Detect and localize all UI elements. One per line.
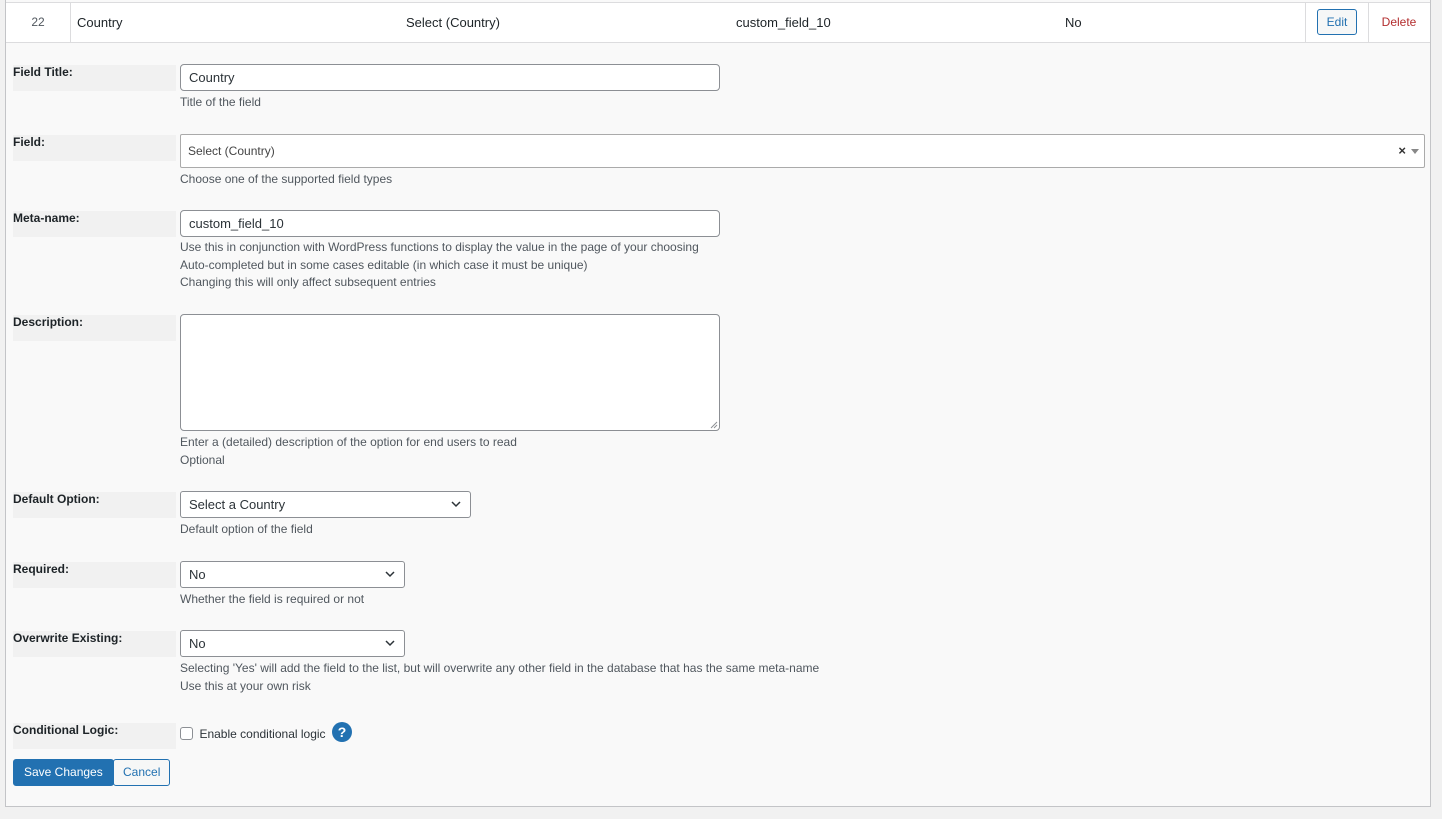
meta-name-control xyxy=(180,210,720,292)
field-editor-panel xyxy=(5,0,1431,807)
overwrite-label-text: Overwrite Existing: xyxy=(13,631,123,645)
field-title-control xyxy=(180,64,720,112)
required-help: Whether the field is required or not xyxy=(180,592,365,606)
row-type: Select (Country) xyxy=(406,15,500,30)
field-type-value: Select (Country) xyxy=(188,144,275,158)
conditional-logic-checkbox[interactable] xyxy=(180,727,193,740)
row-number: 22 xyxy=(6,3,71,42)
conditional-label xyxy=(13,723,176,749)
overwrite-select[interactable] xyxy=(180,630,405,657)
default-option-value: Select a Country xyxy=(189,497,286,512)
description-help-2: Optional xyxy=(180,452,225,467)
overwrite-value: No xyxy=(189,636,206,651)
row-meta-name: custom_field_10 xyxy=(736,15,831,30)
description-label-text: Description: xyxy=(13,315,84,329)
required-select[interactable] xyxy=(180,561,405,588)
conditional-label-text: Conditional Logic: xyxy=(13,723,119,737)
chevron-down-icon xyxy=(385,639,395,647)
overwrite-label xyxy=(13,631,176,657)
row-title: Country xyxy=(77,15,123,30)
description-label xyxy=(13,315,176,341)
meta-name-label xyxy=(13,211,176,237)
save-changes-button[interactable]: Save Changes xyxy=(13,759,114,786)
meta-name-input[interactable]: custom_field_10 xyxy=(180,210,720,237)
field-type-label xyxy=(13,135,176,161)
overwrite-help-1: Selecting 'Yes' will add the field to the list, but will overwrite any other field in the database that has the same meta-name xyxy=(180,661,820,675)
help-icon[interactable]: ? xyxy=(332,722,352,742)
description-control xyxy=(180,314,720,469)
chevron-down-icon xyxy=(451,500,461,508)
default-option-label-text: Default Option: xyxy=(13,492,100,506)
meta-name-help-2: Auto-completed but in some cases editable (in which case it must be unique) xyxy=(180,257,588,272)
conditional-control xyxy=(180,724,347,743)
default-option-select[interactable] xyxy=(180,491,471,518)
conditional-logic-checkbox-label[interactable]: Enable conditional logic xyxy=(199,726,326,741)
delete-link[interactable]: Delete xyxy=(1381,15,1417,29)
description-help-1: Enter a (detailed) description of the option for end users to read xyxy=(180,435,517,449)
overwrite-help-2: Use this at your own risk xyxy=(180,678,311,693)
chevron-down-icon xyxy=(385,570,395,578)
meta-name-help-3: Changing this will only affect subsequent entries xyxy=(180,275,436,289)
field-type-select[interactable] xyxy=(180,134,1425,168)
default-option-help: Default option of the field xyxy=(180,522,313,536)
required-value: No xyxy=(189,567,206,582)
dropdown-arrow-icon[interactable] xyxy=(1411,149,1419,154)
clear-icon[interactable]: × xyxy=(1398,143,1406,158)
edit-button[interactable]: Edit xyxy=(1317,9,1358,35)
required-control xyxy=(180,561,405,609)
field-title-label xyxy=(13,65,176,91)
field-title-label-text: Field Title: xyxy=(13,65,73,79)
meta-name-help-1: Use this in conjunction with WordPress functions to display the value in the page of your choosing xyxy=(180,240,699,254)
default-option-label xyxy=(13,492,176,518)
overwrite-control xyxy=(180,630,819,695)
field-type-control xyxy=(180,134,1425,189)
default-option-control xyxy=(180,491,471,539)
field-type-label-text: Field: xyxy=(13,135,45,149)
resize-handle-icon[interactable] xyxy=(710,421,718,429)
required-label xyxy=(13,562,176,588)
field-title-help: Title of the field xyxy=(180,95,261,109)
field-row xyxy=(6,2,1430,43)
description-textarea[interactable] xyxy=(180,314,720,431)
cancel-button[interactable]: Cancel xyxy=(113,759,170,786)
field-type-help: Choose one of the supported field types xyxy=(180,172,393,186)
row-required: No xyxy=(1065,15,1082,30)
field-title-input[interactable]: Country xyxy=(180,64,720,91)
required-label-text: Required: xyxy=(13,562,70,576)
edit-cell xyxy=(1305,3,1369,42)
meta-name-label-text: Meta-name: xyxy=(13,211,80,225)
